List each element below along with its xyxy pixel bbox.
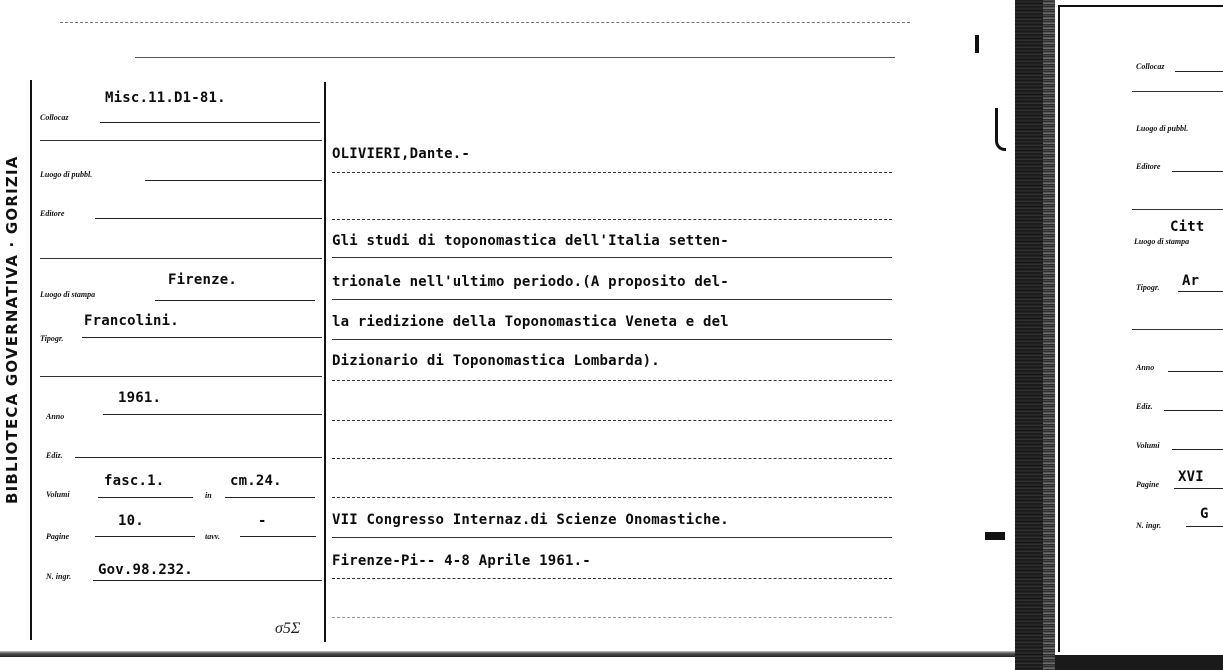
underline [225,497,315,498]
label-n-ingr: N. ingr. [46,572,72,581]
next-label-ediz: Ediz. [1136,402,1153,411]
row-rule [40,376,322,377]
author-line: OLIVIERI,Dante.- [332,146,471,162]
underline [103,414,322,415]
field-tipografia: Francolini. [84,313,179,329]
handwritten-mark: σ5Σ [275,620,301,637]
underline [100,122,320,123]
field-anno: 1961. [118,390,162,406]
label-luogo-pubbl: Luogo di pubbl. [40,170,93,179]
next-card-bottom [1055,655,1223,670]
underline [93,580,322,581]
next-label-collocazione: Collocaz [1136,62,1165,71]
underline [95,536,195,537]
underline [75,457,322,458]
field-luogo-stampa: Firenze. [168,272,238,288]
source-line-1: VII Congresso Internaz.di Scienze Onomastiche. [332,512,729,528]
next-field-luogo-stampa: Citt [1170,219,1205,235]
library-stamp: BIBLIOTECA GOVERNATIVA · GORIZIA [3,155,21,504]
underline [155,300,315,301]
next-label-anno: Anno [1136,363,1155,372]
next-field-n-ingresso: G [1200,506,1209,522]
label-in: in [205,491,212,500]
field-volumi: fasc.1. [104,473,165,489]
spine-mark [985,532,1005,540]
underline [1172,171,1223,172]
ruled-line [332,380,892,381]
ruled-line [332,420,892,421]
next-label-pagine: Pagine [1136,480,1160,489]
underline [1164,410,1223,411]
label-volumi: Volumi [46,490,70,499]
ruled-line [332,257,892,258]
top-rule [60,22,910,23]
row-rule [1132,329,1223,330]
label-editore: Editore [40,209,65,218]
next-label-tipogr: Tipogr. [1136,283,1160,292]
underline [98,497,193,498]
ruled-line [332,172,892,173]
binder-spine [1015,0,1043,670]
ruled-line [332,299,892,300]
source-line-2: Firenze-Pi-- 4-8 Aprile 1961.- [332,553,591,569]
field-pagine: 10. [118,513,144,529]
next-label-editore: Editore [1136,162,1161,171]
title-line-3: la riedizione della Toponomastica Veneta e del [332,314,729,330]
spine-mark [995,108,1006,151]
ruled-line [332,578,892,579]
underline [1174,488,1223,489]
label-tavv: tavv. [205,532,221,541]
spine-mark [975,35,979,53]
underline [1178,291,1223,292]
card-column-divider [324,82,326,642]
field-formato: cm.24. [230,473,282,489]
label-ediz: Ediz. [46,451,63,460]
ruled-line [332,219,892,220]
title-line-1: Gli studi di toponomastica dell'Italia setten- [332,233,729,249]
top-rule-2 [135,57,895,58]
ruled-line [332,339,892,340]
next-label-n-ingr: N. ingr. [1136,521,1162,530]
card-left-border [30,80,32,640]
ruled-line [332,617,892,618]
label-tipogr: Tipogr. [40,334,64,343]
field-n-ingresso: Gov.98.232. [98,562,193,578]
next-field-pagine: XVI [1178,469,1204,485]
underline [1168,371,1223,372]
underline [82,337,322,338]
underline [95,218,322,219]
next-label-volumi: Volumi [1136,441,1160,450]
row-rule [40,140,322,141]
next-label-luogo-stampa: Luogo di stampa [1134,237,1190,246]
label-pagine: Pagine [46,532,70,541]
ruled-line [332,458,892,459]
row-rule [1132,209,1223,210]
underline [1186,526,1223,527]
ruled-line [332,497,892,498]
label-collocazione: Collocaz [40,113,69,122]
underline [1172,449,1223,450]
underline [145,180,322,181]
label-luogo-stampa: Luogo di stampa [40,290,96,299]
title-line-4: Dizionario di Toponomastica Lombarda). [332,353,660,369]
label-anno: Anno [46,412,65,421]
binder-spine-edge [1043,0,1055,670]
field-tavole: - [258,513,267,529]
row-rule [40,258,322,259]
ruled-line [332,537,892,538]
row-rule [1132,91,1223,92]
next-label-luogo-pubbl: Luogo di pubbl. [1136,124,1189,133]
next-card [1058,5,1223,652]
field-collocazione: Misc.11.D1-81. [105,90,226,106]
next-field-tipografia: Ar [1182,273,1200,289]
underline [1175,71,1223,72]
title-line-2: trionale nell'ultimo periodo.(A proposito del- [332,274,729,290]
card-bottom-edge [0,651,1015,657]
underline [240,536,316,537]
